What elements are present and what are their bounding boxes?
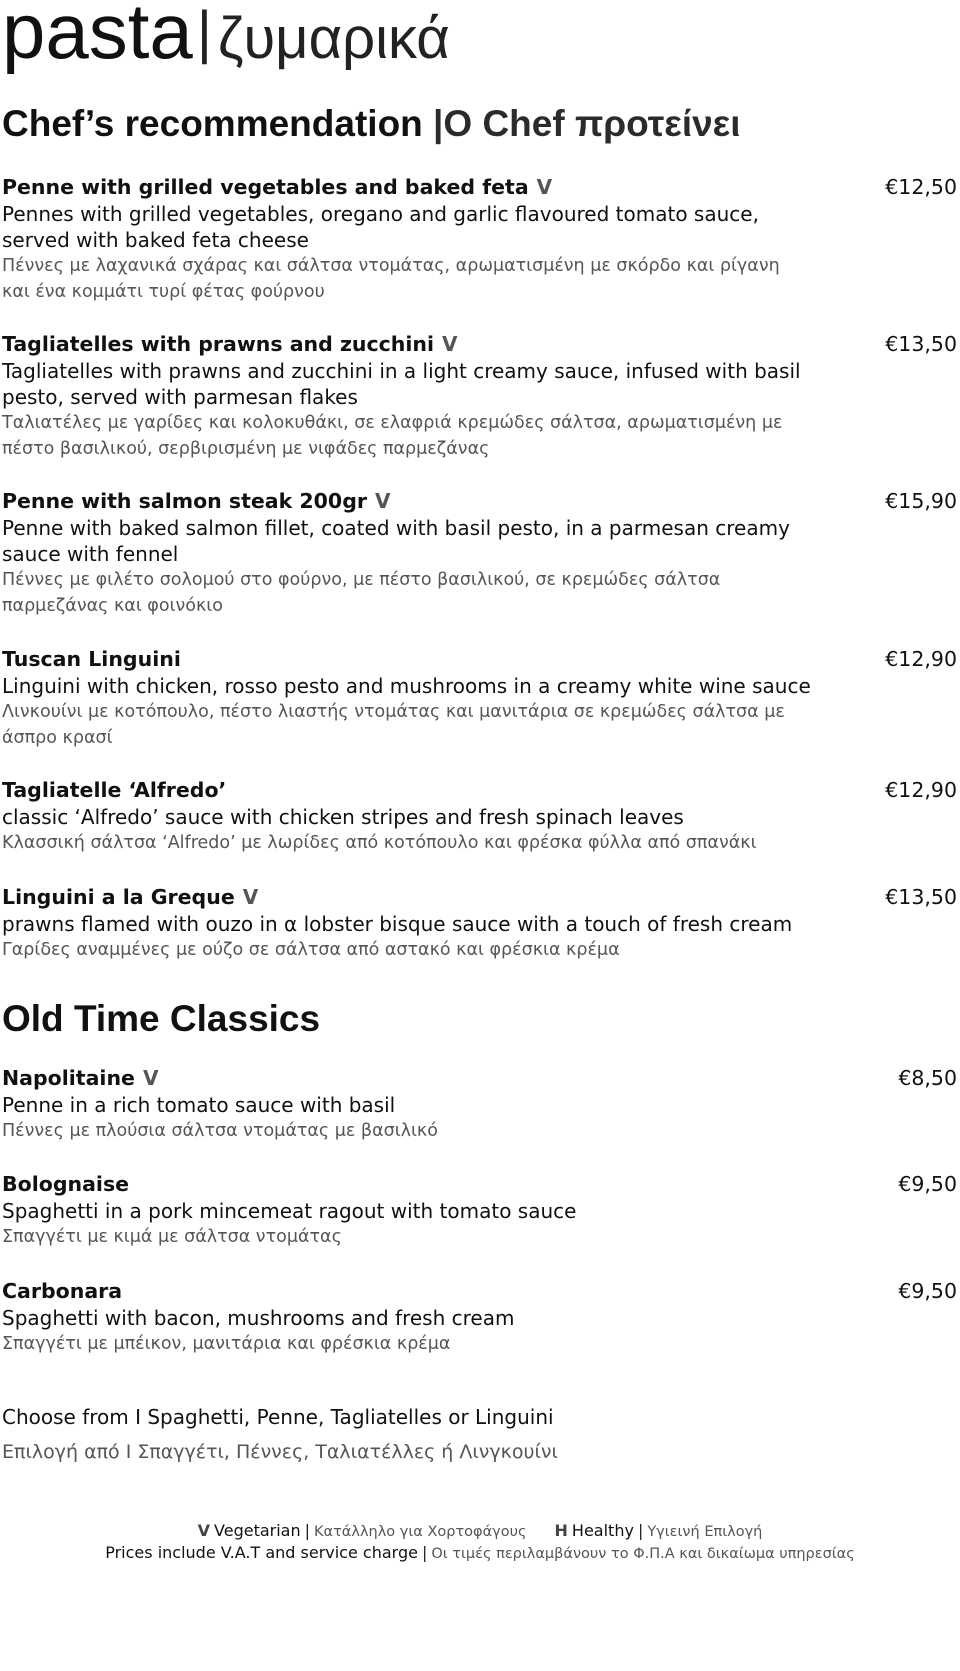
menu-item-description-gr: Ταλιατέλες με γαρίδες και κολοκυθάκι, σε ελαφριά κρεμώδες σάλτσα, αρωματισμένη με πέστο βασιλικού, σερβιρισμένη με νιφάδες παρμεζάνας [2,413,783,459]
menu-item-price: €8,50 [898,1066,957,1090]
menu-item-description-en: classic ‘Alfredo’ sauce with chicken stripes and fresh spinach leaves [2,805,684,829]
section-title-chef [2,105,741,142]
vegetarian-legend-en: Vegetarian [214,1521,301,1540]
menu-item-description-gr: Λινκουίνι με κοτόπουλο, πέστο λιαστής ντομάτας και μανιτάρια σε κρεμώδες σάλτσα με άσπρο κρασί [2,702,785,748]
menu-item-name: Linguini a la Greque [2,885,235,909]
prices-note-gr: Οι τιμές περιλαμβάνουν το Φ.Π.Α και δικαίωμα υπηρεσίας [431,1546,855,1562]
vegetarian-badge: V [374,489,391,513]
page-title-gr: ζυμαρικά [217,6,450,71]
menu-item-name: Tagliatelles with prawns and zucchini [2,332,435,356]
menu-item [2,646,957,751]
menu-item-price: €9,50 [898,1172,957,1196]
menu-item-name: Penne with grilled vegetables and baked feta [2,175,529,199]
menu-item-price: €15,90 [885,489,957,513]
menu-item [2,1278,957,1357]
menu-item-description-en: Penne in a rich tomato sauce with basil [2,1093,396,1117]
menu-item-description-en: Spaghetti with bacon, mushrooms and fresh cream [2,1306,515,1330]
page-title [2,0,450,75]
menu-item-description-en: prawns flamed with ouzo in α lobster bisque sauce with a touch of fresh cream [2,912,793,936]
section-title-classics: Old Time Classics [2,998,321,1039]
prices-separator: | [421,1543,428,1562]
menu-item-price: €13,50 [885,332,957,356]
menu-item-price: €12,90 [885,647,957,671]
menu-item-price: €12,90 [885,778,957,802]
vegetarian-legend-badge: V [197,1521,211,1540]
menu-item [2,1065,957,1144]
menu-item-description-gr: Γαρίδες αναμμένες με ούζο σε σάλτσα από αστακό και φρέσκια κρέμα [2,940,620,960]
menu-item-description-en: Pennes with grilled vegetables, oregano and garlic flavoured tomato sauce, served with baked feta cheese [2,202,759,252]
vegetarian-legend-gr: Κατάλληλο για Χορτοφάγους [314,1524,527,1540]
menu-item-description-gr: Σπαγγέτι με κιμά με σάλτσα ντομάτας [2,1227,342,1247]
legend-separator: | [304,1521,311,1540]
menu-item-description-en: Tagliatelles with prawns and zucchini in a light creamy sauce, infused with basil pesto, served with parmesan flakes [2,359,801,409]
prices-note-en: Prices include V.A.T and service charge [105,1543,418,1562]
menu-item [2,331,957,462]
menu-item-name: Napolitaine [2,1066,135,1090]
legend-footer [0,1521,960,1540]
section-title-chef-en: Chef’s recommendation [2,103,434,144]
menu-item-description-gr: Κλασσική σάλτσα ‘Alfredo’ με λωρίδες από κοτόπουλο και φρέσκα φύλλα από σπανάκι [2,833,757,853]
section-title-chef-separator: | [433,103,444,144]
section-title-chef-gr: Ο Chef προτείνει [443,103,741,144]
vegetarian-badge: V [536,175,553,199]
menu-item-description-gr: Πέννες με πλούσια σάλτσα ντομάτας με βασιλικό [2,1121,438,1141]
menu-item-price: €12,50 [885,175,957,199]
vegetarian-badge: V [442,332,458,356]
menu-item [2,777,957,856]
healthy-legend-en: Healthy [571,1521,634,1540]
vegetarian-badge: V [242,885,259,909]
menu-item-description-en: Linguini with chicken, rosso pesto and mushrooms in a creamy white wine sauce [2,674,811,698]
menu-item-description-gr: Πέννες με φιλέτο σολομού στο φούρνο, με πέστο βασιλικού, σε κρεμώδες σάλτσα παρμεζάνας και φοινόκιο [2,570,721,616]
vegetarian-badge: V [142,1066,159,1090]
menu-item [2,884,957,963]
title-separator: | [196,0,212,65]
menu-item-description-en: Penne with baked salmon fillet, coated with basil pesto, in a parmesan creamy sauce with fennel [2,516,790,566]
menu-item-description-gr: Σπαγγέτι με μπέικον, μανιτάρια και φρέσκια κρέμα [2,1334,451,1354]
healthy-legend-gr: Υγιεινή Επιλογή [647,1524,763,1540]
pasta-choice-note-en: Choose from I Spaghetti, Penne, Tagliatelles or Linguini [2,1405,554,1429]
menu-item [2,174,957,305]
menu-item-description-en: Spaghetti in a pork mincemeat ragout with tomato sauce [2,1199,577,1223]
menu-item-price: €9,50 [898,1279,957,1303]
legend-separator: | [637,1521,644,1540]
healthy-legend-badge: H [554,1521,568,1540]
menu-item-name: Tagliatelle ‘Alfredo’ [2,778,227,802]
menu-item-name: Penne with salmon steak 200gr [2,489,367,513]
menu-item-name: Carbonara [2,1279,123,1303]
menu-item [2,1171,957,1250]
menu-item [2,488,957,619]
menu-item-name: Bolognaise [2,1172,130,1196]
prices-footer [0,1543,960,1562]
menu-item-price: €13,50 [885,885,957,909]
menu-item-description-gr: Πέννες με λαχανικά σχάρας και σάλτσα ντομάτας, αρωματισμένη με σκόρδο και ρίγανη και ένα κομμάτι τυρί φέτας φούρνου [2,256,780,302]
menu-item-name: Tuscan Linguini [2,647,181,671]
pasta-choice-note-gr: Επιλογή από I Σπαγγέτι, Πέννες, Ταλιατέλλες ή Λινγκουίνι [2,1441,558,1463]
page-title-en: pasta [2,0,193,75]
